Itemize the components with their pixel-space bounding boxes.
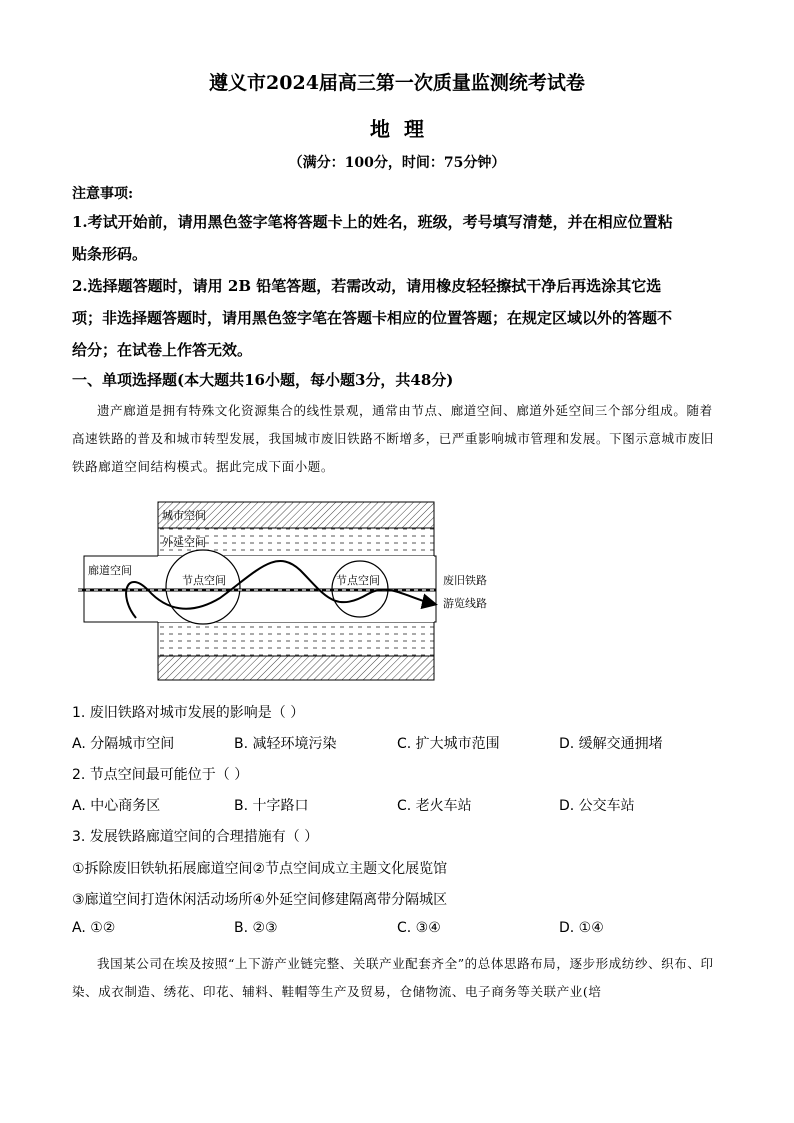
question-3-option-a: A. ①② <box>72 920 116 936</box>
question-1-option-b: B. 减轻环境污染 <box>234 736 337 752</box>
question-2-option-b: B. 十字路口 <box>234 798 309 814</box>
outer-space-bottom <box>158 622 434 656</box>
question-1-option-c: C. 扩大城市范围 <box>397 736 500 752</box>
question-2-option-a: A. 中心商务区 <box>72 798 161 814</box>
label-city-space: 城市空间 <box>162 509 206 522</box>
notice-item-1-line-1: 1.考试开始前，请用黑色签字笔将答题卡上的姓名，班级，考号填写清楚，并在相应位置粘 <box>72 213 673 231</box>
subject-title: 地理 <box>370 117 438 141</box>
question-3-choices-line-2: ③廊道空间打造休闲活动场所④外延空间修建隔离带分隔城区 <box>72 892 448 908</box>
exam-meta: （满分：100分，时间：75分钟） <box>288 155 506 171</box>
question-1-stem: 1. 废旧铁路对城市发展的影响是（ ） <box>72 705 305 721</box>
question-3-choices-line-1: ①拆除废旧铁轨拓展廊道空间②节点空间成立主题文化展览馆 <box>72 861 448 877</box>
question-3-option-b: B. ②③ <box>234 920 278 936</box>
section-1-heading: 一、单项选择题(本大题共16小题，每小题3分，共48分) <box>72 371 454 389</box>
question-3-stem: 3. 发展铁路廊道空间的合理措施有（ ） <box>72 829 319 845</box>
label-old-railway: 废旧铁路 <box>443 574 487 587</box>
passage-1: 遗产廊道是拥有特殊文化资源集合的线性景观，通常由节点、廊道空间、廊道外延空间三个部分组成。随着高速铁路的普及和城市转型发展，我国城市废旧铁路不断增多，已严重影响城市管理和发展。下图示意城市废旧铁路廊道空间结构模式。据此完成下面小题。 <box>72 403 714 474</box>
question-3-option-d: D. ①④ <box>559 920 604 936</box>
label-node-space-2: 节点空间 <box>336 574 380 587</box>
question-2-option-c: C. 老火车站 <box>397 798 472 814</box>
node-circle-1 <box>166 550 240 624</box>
notice-item-2-line-1: 2.选择题答题时，请用 2B 铅笔答题，若需改动，请用橡皮轻轻擦拭干净后再选涂其它选 <box>72 277 662 295</box>
city-space-bottom <box>158 656 434 680</box>
label-node-space-1: 节点空间 <box>182 574 226 587</box>
question-1-option-d: D. 缓解交通拥堵 <box>559 736 663 752</box>
question-1-option-a: A. 分隔城市空间 <box>72 736 175 752</box>
label-tour-route: 游览线路 <box>443 597 487 610</box>
exam-title: 遵义市2024届高三第一次质量监测统考试卷 <box>209 72 585 94</box>
notice-item-2-line-3: 给分；在试卷上作答无效。 <box>72 341 253 359</box>
label-corridor-space: 廊道空间 <box>88 564 132 577</box>
question-3-option-c: C. ③④ <box>397 920 441 936</box>
notice-item-2-line-2: 项；非选择题答题时，请用黑色签字笔在答题卡相应的位置答题；在规定区域以外的答题不 <box>72 309 673 327</box>
notice-heading: 注意事项: <box>72 186 134 202</box>
question-2-option-d: D. 公交车站 <box>559 798 635 814</box>
label-outer-space: 外延空间 <box>162 536 206 549</box>
question-2-stem: 2. 节点空间最可能位于（ ） <box>72 767 249 783</box>
notice-item-1-line-2: 贴条形码。 <box>72 245 148 263</box>
railway-corridor-figure <box>78 498 508 684</box>
passage-2: 我国某公司在埃及按照“上下游产业链完整、关联产业配套齐全”的总体思路布局，逐步形成纺纱、织布、印染、成衣制造、绣花、印花、辅料、鞋帽等生产及贸易，仓储物流、电子商务等关联产业(培 <box>72 956 714 999</box>
